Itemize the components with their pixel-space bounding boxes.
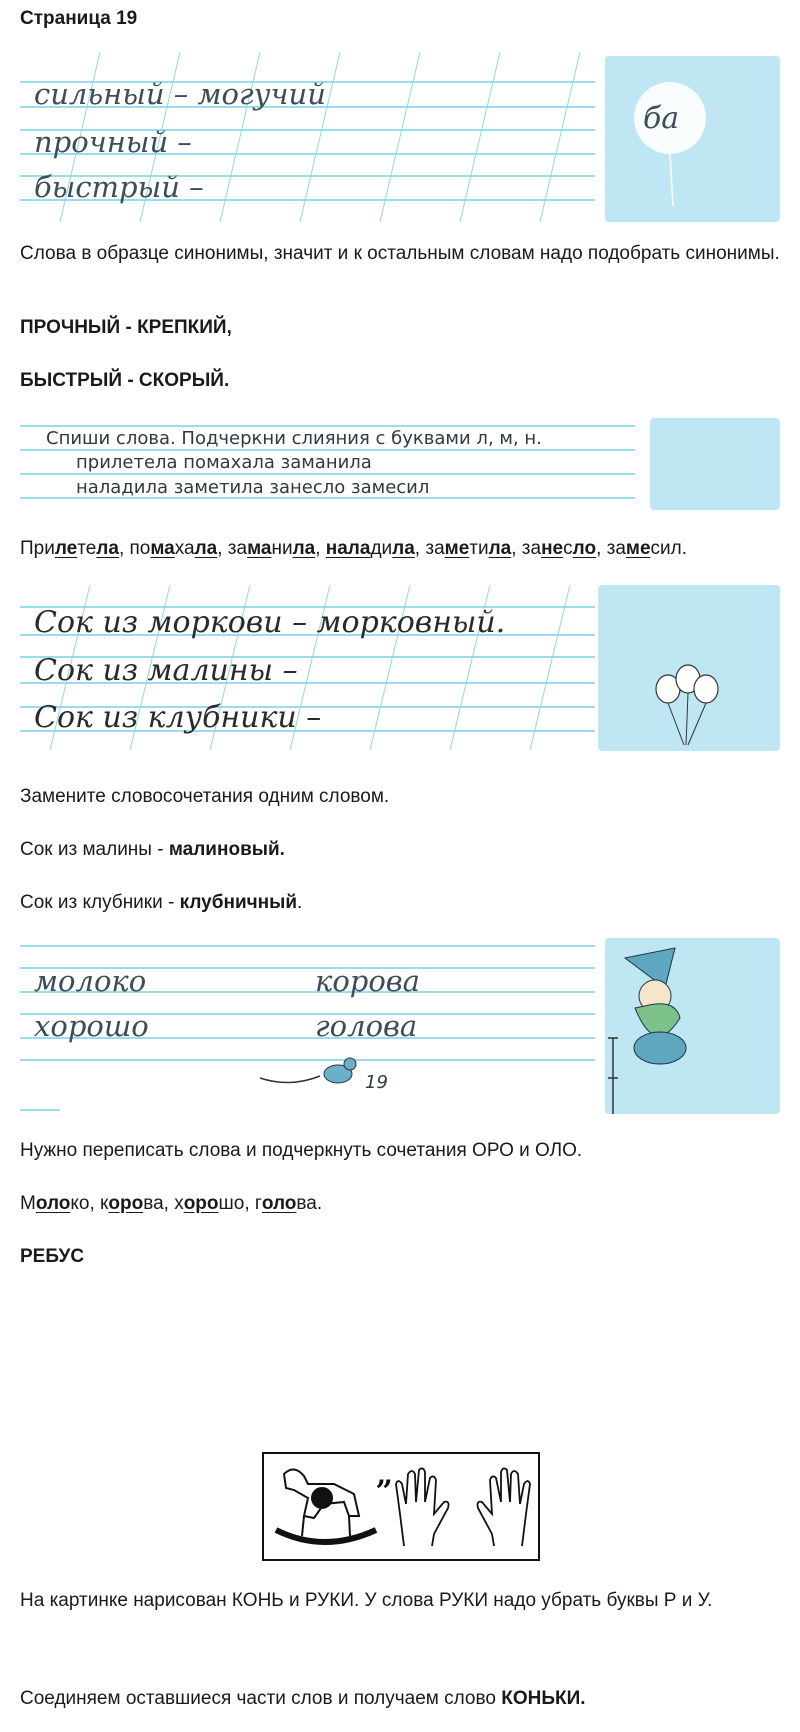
syllable: , [217,538,223,559]
syllable: ни [271,538,293,559]
syllable: ди [370,538,393,559]
copybook-panel-synonyms [20,52,780,224]
answer-word [522,538,602,559]
hand-icon-left [396,1468,449,1546]
answer-word [100,1193,174,1214]
instruction-text: Спиши слова. Подчеркни слияния с буквами л, м, н. [46,428,542,449]
balloons-icon [598,585,780,751]
page-title: Страница 19 [20,8,138,29]
syllable: за [227,538,248,559]
word-head: голова [315,1009,418,1043]
underlined-syllable: ле [54,538,78,559]
underlined-syllable: нала [325,538,371,559]
underlined-syllable: оло [35,1193,71,1214]
answer-word [607,538,687,559]
answer-word [425,538,516,559]
blue-side-panel [605,938,780,1114]
blue-side-panel [598,585,780,751]
juice-line-1: Сок из моркови – морковный. [34,605,506,640]
syllable: , [118,538,125,559]
answer-word [20,538,124,559]
answer-strong: ПРОЧНЫЙ - КРЕПКИЙ, [20,317,232,338]
underlined-syllable: ла [488,538,512,559]
copybook-panel-instruction [20,416,780,514]
underlined-syllable: оло [261,1193,297,1214]
syllable: сил. [650,538,688,559]
syllable: ко, [70,1193,101,1214]
hand-icon-right [478,1468,531,1546]
syllable: г [254,1193,262,1214]
answer-word [174,1193,255,1214]
underlined-syllable: ла [96,538,119,559]
syllable: шо, [218,1193,255,1214]
page-number: 19 [365,1072,388,1093]
rebus-answer: Соединяем оставшиеся части слов и получаем слово КОНЬКИ. [20,1688,586,1709]
rebus-heading: РЕБУС [20,1246,85,1267]
balloon-icon [605,56,780,222]
underlined-words-answer [20,532,790,566]
syllable: за [425,538,445,559]
rebus-drawing [264,1454,538,1559]
answer-word [228,538,321,559]
word-row-2: наладила заметила занесло замесил [76,477,430,498]
rebus-explanation: На картинке нарисован КОНЬ и РУКИ. У слова РУКИ надо убрать буквы Р и У. [20,1590,713,1611]
replace-instruction: Замените словосочетания одним словом. [20,786,390,807]
mouse-icon [260,1058,356,1083]
underlined-syllable: оро [183,1193,219,1214]
underlined-syllable: ма [150,538,175,559]
word-good: хорошо [34,1009,149,1043]
syllable: х [174,1193,184,1214]
underlined-syllable: ме [625,538,651,559]
syllable: с [563,538,573,559]
syllable: за [606,538,626,559]
synonym-line-2: прочный – [34,125,192,159]
copybook-panel-juice [20,585,780,751]
underlined-syllable: ма [247,538,272,559]
oro-olo-instruction: Нужно переписать слова и подчеркнуть сочетания ОРО и ОЛО. [20,1140,583,1161]
answer-strawberry: Сок из клубники - клубничный. [20,892,303,913]
syllable: к [100,1193,109,1214]
syllable: , [596,538,602,559]
word-row-1: прилетела помахала заманила [76,452,372,473]
comma-marks-icon: „ [376,1457,394,1492]
word-milk: молоко [34,964,147,998]
syllable: , [414,538,421,559]
answer-word [130,538,223,559]
syllable: При [20,538,55,559]
underlined-syllable: ла [194,538,218,559]
syllable: ва. [296,1193,323,1214]
word-cow: корова [315,964,420,998]
syllable: , [511,538,517,559]
oro-olo-answer [20,1187,790,1221]
underlined-syllable: ме [444,538,470,559]
balloon-letters: ба [643,101,680,136]
juice-line-2: Сок из малины – [34,653,298,688]
underlined-syllable: ло [572,538,597,559]
underlined-syllable: ла [292,538,316,559]
answer-word [255,1193,322,1214]
synonym-line-3: быстрый – [34,170,204,204]
syllable: ва, [143,1193,175,1214]
syllable: ха [174,538,195,559]
syllable: те [77,538,97,559]
underlined-syllable: не [541,538,564,559]
underlined-syllable: оро [108,1193,144,1214]
synonyms-explanation: Слова в образце синонимы, значит и к остальным словам надо подобрать синонимы. [20,243,780,264]
syllable: М [20,1193,36,1214]
rocking-horse-icon [276,1469,376,1542]
rebus-picture [262,1452,540,1561]
answer-raspberry: Сок из малины - малиновый. [20,839,285,860]
syllable: ти [469,538,489,559]
answer-word [326,538,420,559]
syllable: , [315,538,321,559]
underlined-syllable: ла [392,538,415,559]
gnome-icon [605,938,780,1114]
blue-side-panel [605,56,780,222]
answer-fast: БЫСТРЫЙ - СКОРЫЙ. [20,370,230,391]
syllable: по [129,538,151,559]
blue-side-panel [650,418,780,510]
juice-line-3: Сок из клубники – [34,700,322,735]
synonym-line-1: сильный – могучий [34,77,326,111]
answer-word [20,1193,100,1214]
copybook-panel-oro-olo [20,938,780,1114]
syllable: за [521,538,542,559]
